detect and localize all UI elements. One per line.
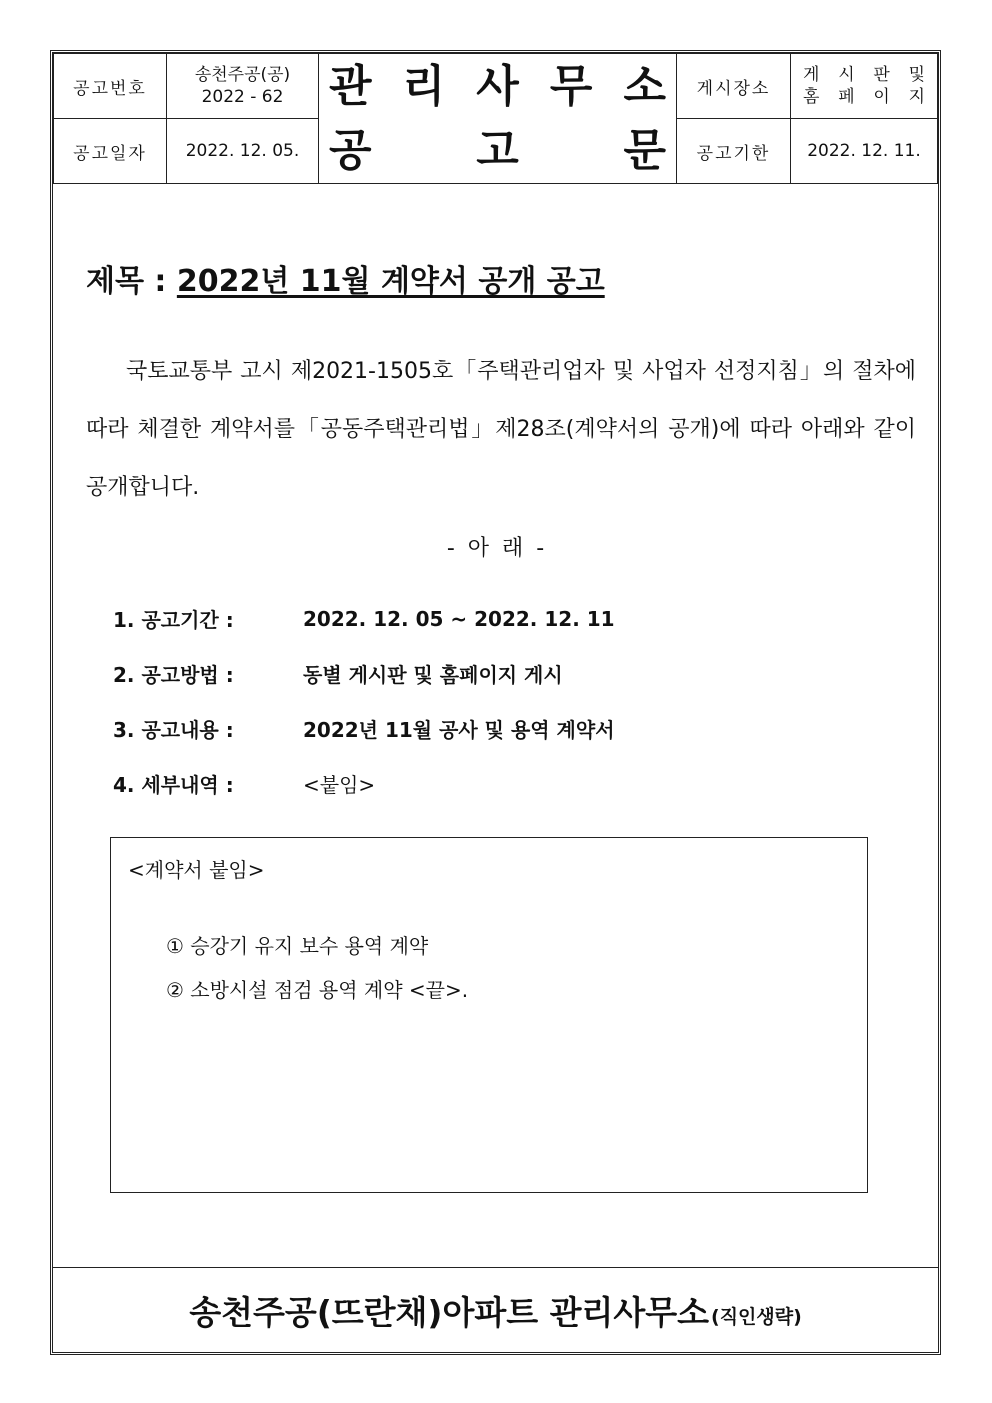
body-paragraph: 국토교통부 고시 제2021-1505호「주택관리업자 및 사업자 선정지침」의 절차에 따라 체결한 계약서를「공동주택관리법」제28조(계약서의 공개)에 따라 아래와 같이 공개합니다. [86, 359, 916, 500]
attachment-box [110, 837, 868, 1193]
item-value: 동별 게시판 및 홈페이지 게시 [303, 663, 563, 687]
list-item [113, 701, 615, 756]
list-item [113, 646, 615, 701]
posting-location-label: 게시장소 [677, 54, 791, 119]
attachment-item: ② 소방시설 점검 용역 계약 <끝>. [166, 978, 469, 1002]
notice-number-label: 공고번호 [54, 54, 167, 119]
posting-location [791, 54, 938, 119]
location-line-2: 홈 페 이 지 [803, 87, 925, 107]
attachment-title: <계약서 붙임> [128, 858, 265, 882]
list-item [113, 756, 615, 811]
item-value: 2022년 11월 공사 및 용역 계약서 [303, 718, 615, 742]
deadline-label: 공고기한 [677, 119, 791, 184]
notice-number-line1: 송천주공(공) [194, 64, 291, 85]
item-value: <붙임> [303, 773, 376, 797]
subject-label: 제목 : [86, 264, 177, 299]
title-line-2: 공 고 문 [329, 124, 666, 176]
item-label: 3. 공고내용 : [113, 718, 234, 742]
notice-date: 2022. 12. 05. [167, 119, 319, 184]
deadline-date: 2022. 12. 11. [791, 119, 938, 184]
footer [53, 1267, 938, 1352]
subject [86, 256, 605, 300]
notice-number [167, 54, 319, 119]
item-label: 2. 공고방법 : [113, 663, 234, 687]
title-line-1: 관 리 사 무 소 [329, 60, 666, 112]
location-line-1: 게 시 판 및 [803, 64, 925, 85]
organization-name: 송천주공(뜨란채)아파트 관리사무소 [189, 1292, 710, 1332]
seal-note: (직인생략) [711, 1305, 802, 1328]
notice-number-line2: 2022 - 62 [201, 87, 284, 107]
document-title [319, 54, 677, 184]
section-heading: - 아 래 - [446, 536, 545, 561]
attachment-item: ① 승강기 유지 보수 용역 계약 [166, 934, 429, 958]
subject-value: 2022년 11월 계약서 공개 공고 [176, 264, 605, 299]
notice-frame [50, 50, 941, 1355]
list-item [113, 591, 615, 646]
item-label: 4. 세부내역 : [113, 773, 234, 797]
notice-date-label: 공고일자 [54, 119, 167, 184]
detail-list [113, 591, 615, 811]
header-table [53, 53, 938, 184]
item-label: 1. 공고기간 : [113, 608, 234, 632]
item-value: 2022. 12. 05 ~ 2022. 12. 11 [303, 606, 615, 631]
